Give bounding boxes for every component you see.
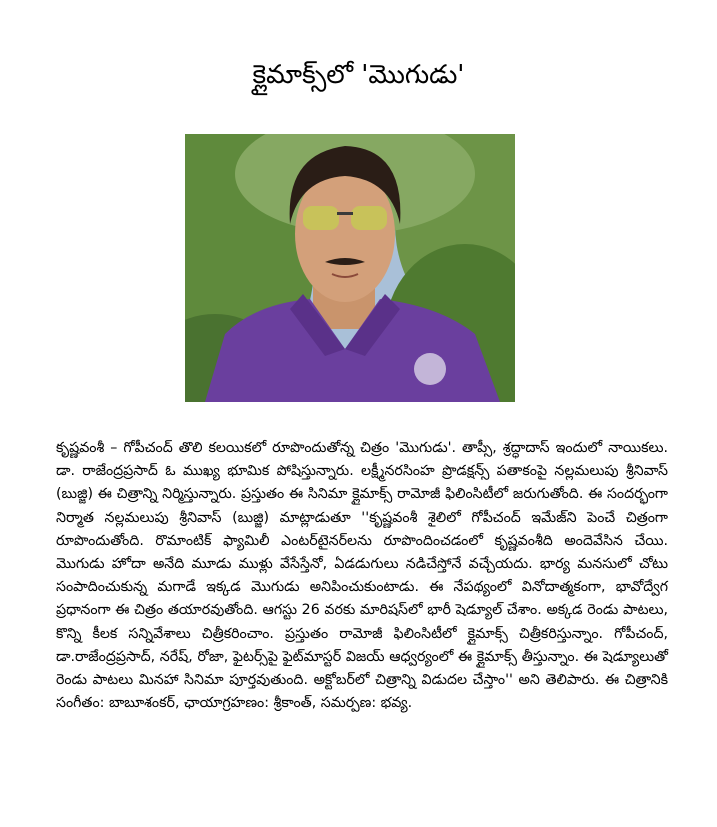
article-photo bbox=[185, 134, 515, 402]
article-title: క్లైమాక్స్‌లో 'మొగుడు' bbox=[252, 60, 465, 90]
article-body: కృష్ణవంశీ – గోపీచంద్ తొలి కలయికలో రూపొందుతోన్న చిత్రం 'మొగుడు'. తాప్సీ, శ్రద్ధాదాస్ ఇందులో నాయికలు. డా. రాజేంద్రప్రసాద్ ఓ ముఖ్య భూమిక పోషిస్తున్నారు. లక్ష్మీనరసింహ ప్రొడక్షన్స్ పతాకంపై నల్లమలుపు శ్రీనివాస్ (బుజ్జి) ఈ చిత్రాన్ని నిర్మిస్తున్నారు. ప్రస్తుతం ఈ సినిమా క్లైమాక్స్ రామోజీ ఫిలింసిటీలో జరుగుతోంది. ఈ సందర్భంగా నిర్మాత నల్లమలుపు శ్రీనివాస్ (బుజ్జి) మాట్లాడుతూ ''కృష్ణవంశీ శైలిలో గోపీచంద్ ఇమేజ్‌ని పెంచే చిత్రంగా రూపొందుతోంది. రొమాంటిక్ ఫ్యామిలీ ఎంటర్‌టైనర్‌లను రూపొందించడంలో కృష్ణవంశీది అందెవేసిన చేయి. మొగుడు హోదా అనేది మూడు ముళ్లు వేసేస్తేనో, ఏడడుగులు నడిచేస్తోనే వచ్చేయదు. భార్య మనసులో చోటు సంపాదించుకున్న మగాడే ఇక్కడ మొగుడు అనిపించుకుంటాడు. ఈ నేపథ్యంలో వినోదాత్మకంగా, భావోద్వేగ ప్రధానంగా ఈ చిత్రం తయారవుతోంది. ఆగస్టు 26 వరకు మారిషస్‌లో భారీ షెడ్యూల్ చేశాం. అక్కడ రెండు పాటలు, కొన్ని కీలక సన్నివేశాలు చిత్రీకరించాం. ప్రస్తుతం రామోజీ ఫిలింసిటీలో క్లైమాక్స్ చిత్రీకరిస్తున్నాం. గోపీచంద్, డా.రాజేంద్రప్రసాద్, నరేష్, రోజా, ఫైటర్స్‌పై ఫైట్‌మాస్టర్ విజయ్ ఆధ్వర్యంలో ఈ క్లైమాక్స్ తీస్తున్నాం. ఈ షెడ్యూలుతో రెండు పాటలు మినహా సినిమా పూర్తవుతుంది. అక్టోబర్‌లో చిత్రాన్ని విడుదల చేస్తాం'' అని తెలిపారు. ఈ చిత్రానికి సంగీతం: బాబూశంకర్, ఛాయాగ్రహణం: శ్రీకాంత్, సమర్పణ: భవ్య. bbox=[56, 440, 668, 712]
actor-portrait-image bbox=[185, 134, 515, 402]
